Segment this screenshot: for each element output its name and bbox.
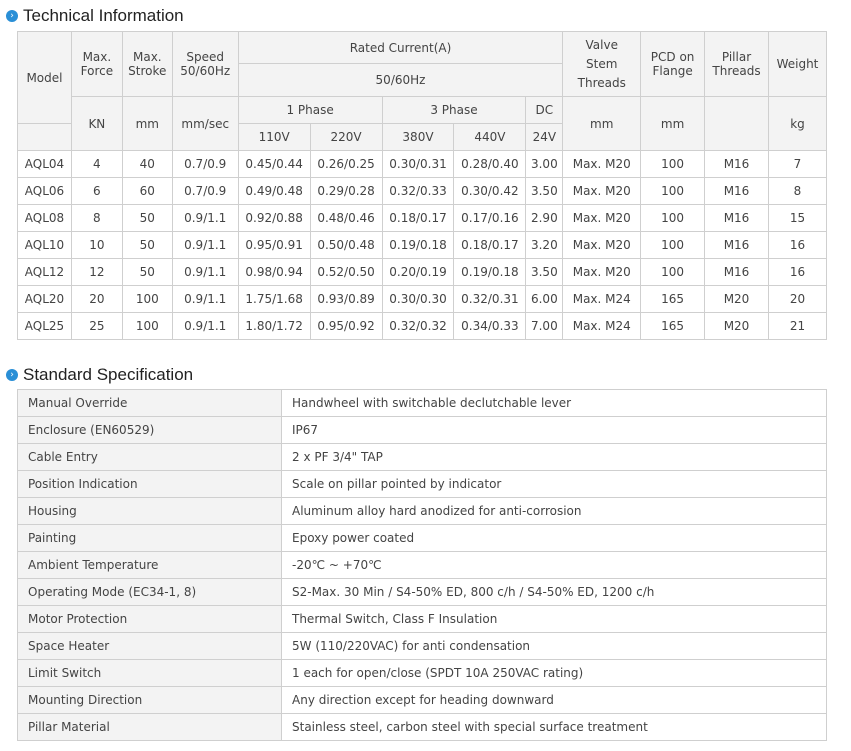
table-cell: 7.00 (526, 313, 563, 340)
header-weight: Weight (768, 32, 826, 97)
spec-label: Space Heater (18, 633, 282, 660)
spec-label: Painting (18, 525, 282, 552)
spec-value: -20℃ ~ +70℃ (282, 552, 827, 579)
header-dc: DC (526, 97, 563, 124)
header-frequency: 50/60Hz (238, 64, 563, 97)
table-cell: M16 (705, 205, 769, 232)
table-cell: 100 (641, 232, 705, 259)
table-cell: 0.30/0.30 (382, 286, 454, 313)
table-cell: 0.9/1.1 (172, 205, 238, 232)
chevron-right-icon: › (6, 369, 18, 381)
table-cell: AQL25 (18, 313, 72, 340)
table-cell: Max. M24 (563, 313, 641, 340)
table-row (18, 151, 827, 178)
header-pillar: Pillar Threads (705, 32, 769, 97)
table-cell: 100 (122, 313, 172, 340)
spec-row (18, 579, 827, 606)
spec-label: Motor Protection (18, 606, 282, 633)
header-speed: Speed 50/60Hz (172, 32, 238, 97)
table-cell: 100 (641, 205, 705, 232)
table-cell: 0.19/0.18 (454, 259, 526, 286)
table-cell: 50 (122, 259, 172, 286)
spec-row (18, 606, 827, 633)
technical-info-heading (6, 6, 184, 26)
table-cell: 3.20 (526, 232, 563, 259)
table-cell: 0.7/0.9 (172, 151, 238, 178)
standard-spec-table (17, 389, 827, 741)
spec-value: S2-Max. 30 Min / S4-50% ED, 800 c/h / S4-50% ED, 1200 c/h (282, 579, 827, 606)
table-cell: 7 (768, 151, 826, 178)
spec-value: 5W (110/220VAC) for anti condensation (282, 633, 827, 660)
header-model-unit (18, 124, 72, 151)
table-cell: 100 (641, 259, 705, 286)
table-cell: AQL08 (18, 205, 72, 232)
table-cell: Max. M20 (563, 151, 641, 178)
table-cell: M20 (705, 313, 769, 340)
spec-label: Operating Mode (EC34-1, 8) (18, 579, 282, 606)
header-model: Model (18, 32, 72, 124)
table-cell: 16 (768, 259, 826, 286)
header-3-phase: 3 Phase (382, 97, 526, 124)
table-cell: 2.90 (526, 205, 563, 232)
table-cell: 50 (122, 232, 172, 259)
spec-label: Enclosure (EN60529) (18, 417, 282, 444)
header-220v: 220V (310, 124, 382, 151)
header-110v: 110V (238, 124, 310, 151)
table-cell: 50 (122, 205, 172, 232)
table-cell: 3.00 (526, 151, 563, 178)
unit-weight: kg (768, 97, 826, 151)
table-cell: 20 (768, 286, 826, 313)
table-cell: Max. M20 (563, 232, 641, 259)
table-cell: 100 (641, 151, 705, 178)
table-cell: Max. M20 (563, 259, 641, 286)
spec-row (18, 444, 827, 471)
table-cell: 0.32/0.33 (382, 178, 454, 205)
table-cell: 1.75/1.68 (238, 286, 310, 313)
standard-spec-title: Standard Specification (23, 365, 194, 384)
table-cell: 0.48/0.46 (310, 205, 382, 232)
table-cell: M16 (705, 232, 769, 259)
spec-row (18, 552, 827, 579)
header-valve-stem: Valve Stem Threads (563, 32, 641, 97)
table-cell: 10 (71, 232, 122, 259)
table-cell: M16 (705, 151, 769, 178)
table-row (18, 259, 827, 286)
table-cell: Max. M24 (563, 286, 641, 313)
table-cell: 0.92/0.88 (238, 205, 310, 232)
chevron-right-icon: › (6, 10, 18, 22)
table-cell: 165 (641, 286, 705, 313)
spec-label: Mounting Direction (18, 687, 282, 714)
table-cell: 16 (768, 232, 826, 259)
spec-value: Aluminum alloy hard anodized for anti-corrosion (282, 498, 827, 525)
table-cell: 0.29/0.28 (310, 178, 382, 205)
spec-row (18, 660, 827, 687)
table-cell: 100 (122, 286, 172, 313)
table-row (18, 178, 827, 205)
table-cell: 0.32/0.32 (382, 313, 454, 340)
table-cell: 0.95/0.92 (310, 313, 382, 340)
technical-info-table (17, 31, 827, 340)
table-cell: Max. M20 (563, 205, 641, 232)
table-cell: 8 (71, 205, 122, 232)
table-cell: 0.18/0.17 (382, 205, 454, 232)
table-cell: 0.28/0.40 (454, 151, 526, 178)
spec-label: Pillar Material (18, 714, 282, 741)
table-cell: 0.34/0.33 (454, 313, 526, 340)
table-cell: 4 (71, 151, 122, 178)
header-max-force: Max. Force (71, 32, 122, 97)
table-cell: 3.50 (526, 178, 563, 205)
table-cell: 15 (768, 205, 826, 232)
unit-force: KN (71, 97, 122, 151)
spec-row (18, 471, 827, 498)
table-cell: 0.95/0.91 (238, 232, 310, 259)
table-cell: AQL20 (18, 286, 72, 313)
table-cell: 6 (71, 178, 122, 205)
table-cell: 0.49/0.48 (238, 178, 310, 205)
table-cell: 0.18/0.17 (454, 232, 526, 259)
spec-row (18, 390, 827, 417)
unit-speed: mm/sec (172, 97, 238, 151)
table-row (18, 313, 827, 340)
unit-pillar (705, 97, 769, 151)
spec-label: Cable Entry (18, 444, 282, 471)
table-cell: 0.45/0.44 (238, 151, 310, 178)
header-24v: 24V (526, 124, 563, 151)
table-cell: Max. M20 (563, 178, 641, 205)
table-cell: 8 (768, 178, 826, 205)
table-cell: AQL04 (18, 151, 72, 178)
table-cell: 100 (641, 178, 705, 205)
table-cell: 0.9/1.1 (172, 286, 238, 313)
spec-value: Scale on pillar pointed by indicator (282, 471, 827, 498)
unit-stroke: mm (122, 97, 172, 151)
table-cell: 1.80/1.72 (238, 313, 310, 340)
technical-info-title: Technical Information (23, 6, 184, 25)
spec-value: 1 each for open/close (SPDT 10A 250VAC rating) (282, 660, 827, 687)
table-row (18, 286, 827, 313)
unit-pcd: mm (641, 97, 705, 151)
standard-spec-heading (6, 365, 193, 385)
table-cell: 12 (71, 259, 122, 286)
table-cell: 0.26/0.25 (310, 151, 382, 178)
table-cell: 0.30/0.31 (382, 151, 454, 178)
header-rated-current: Rated Current(A) (238, 32, 563, 64)
header-max-stroke: Max. Stroke (122, 32, 172, 97)
table-cell: 20 (71, 286, 122, 313)
table-cell: 25 (71, 313, 122, 340)
spec-row (18, 687, 827, 714)
table-cell: 0.52/0.50 (310, 259, 382, 286)
header-380v: 380V (382, 124, 454, 151)
unit-valve: mm (563, 97, 641, 151)
spec-row (18, 525, 827, 552)
spec-value: Epoxy power coated (282, 525, 827, 552)
table-cell: 0.30/0.42 (454, 178, 526, 205)
table-cell: 0.20/0.19 (382, 259, 454, 286)
table-cell: 60 (122, 178, 172, 205)
spec-label: Limit Switch (18, 660, 282, 687)
table-cell: 0.7/0.9 (172, 178, 238, 205)
table-cell: M16 (705, 259, 769, 286)
table-cell: 0.93/0.89 (310, 286, 382, 313)
table-cell: 0.17/0.16 (454, 205, 526, 232)
table-cell: AQL10 (18, 232, 72, 259)
table-cell: 165 (641, 313, 705, 340)
spec-row (18, 714, 827, 741)
table-cell: 0.19/0.18 (382, 232, 454, 259)
table-row (18, 205, 827, 232)
table-cell: M16 (705, 178, 769, 205)
header-pcd: PCD on Flange (641, 32, 705, 97)
spec-value: 2 x PF 3/4" TAP (282, 444, 827, 471)
table-cell: M20 (705, 286, 769, 313)
spec-row (18, 498, 827, 525)
spec-label: Housing (18, 498, 282, 525)
header-440v: 440V (454, 124, 526, 151)
table-cell: 21 (768, 313, 826, 340)
spec-value: Any direction except for heading downward (282, 687, 827, 714)
spec-label: Position Indication (18, 471, 282, 498)
table-cell: 0.32/0.31 (454, 286, 526, 313)
header-1-phase: 1 Phase (238, 97, 382, 124)
table-cell: 6.00 (526, 286, 563, 313)
table-row (18, 232, 827, 259)
table-cell: 0.9/1.1 (172, 313, 238, 340)
spec-row (18, 417, 827, 444)
table-cell: AQL06 (18, 178, 72, 205)
spec-row (18, 633, 827, 660)
table-cell: AQL12 (18, 259, 72, 286)
spec-value: Handwheel with switchable declutchable lever (282, 390, 827, 417)
spec-label: Ambient Temperature (18, 552, 282, 579)
spec-value: Thermal Switch, Class F Insulation (282, 606, 827, 633)
spec-value: IP67 (282, 417, 827, 444)
spec-value: Stainless steel, carbon steel with special surface treatment (282, 714, 827, 741)
spec-label: Manual Override (18, 390, 282, 417)
table-cell: 3.50 (526, 259, 563, 286)
table-cell: 40 (122, 151, 172, 178)
table-cell: 0.50/0.48 (310, 232, 382, 259)
table-cell: 0.98/0.94 (238, 259, 310, 286)
table-cell: 0.9/1.1 (172, 259, 238, 286)
table-cell: 0.9/1.1 (172, 232, 238, 259)
